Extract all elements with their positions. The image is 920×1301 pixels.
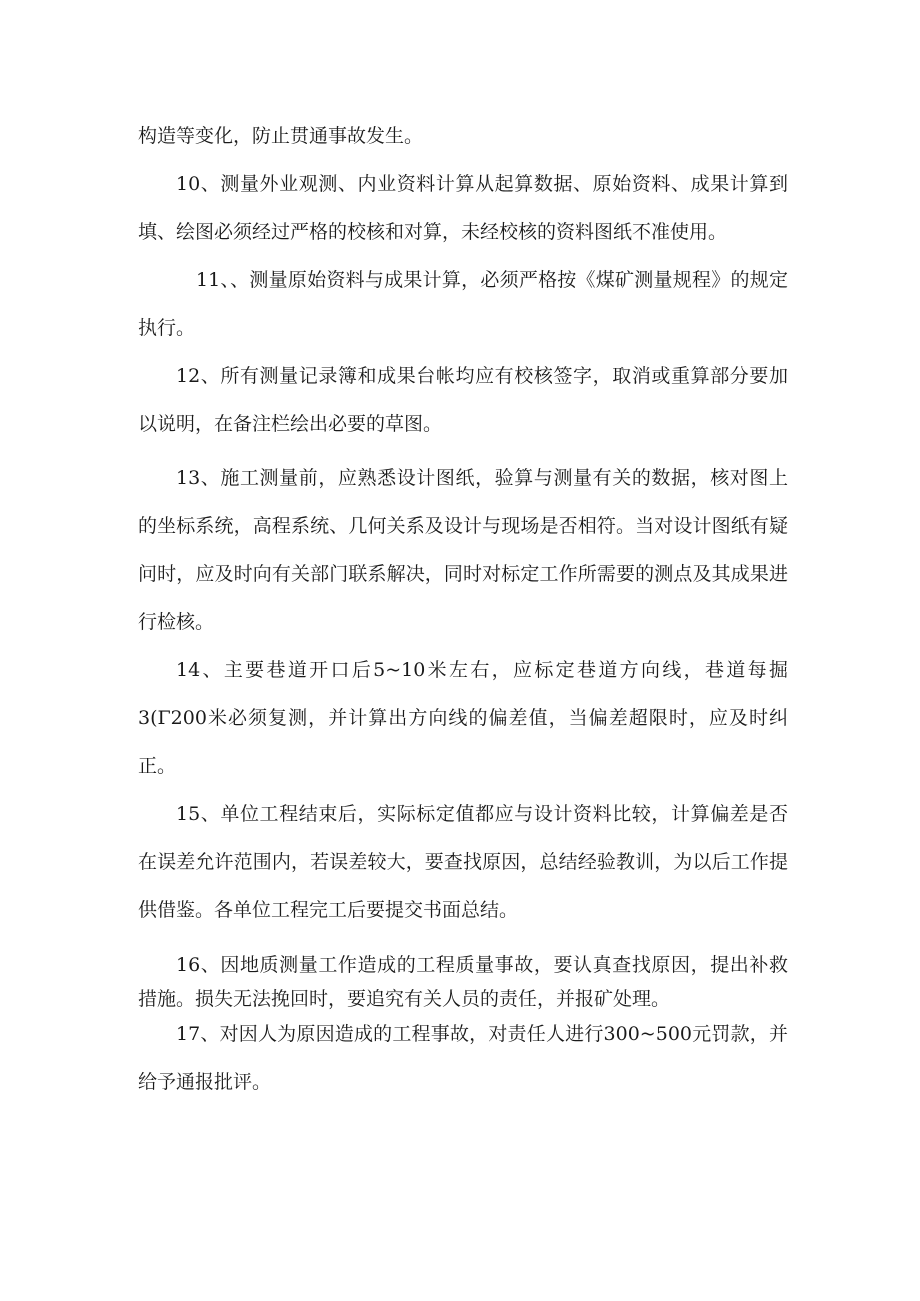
paragraph-item-14: 14、主要巷道开口后5~10米左右，应标定巷道方向线，巷道每掘3(Γ200米必须复测，并计算出方向线的偏差值，当偏差超限时，应及时纠正。 — [138, 659, 788, 777]
paragraph-continuation: 构造等变化，防止贯通事故发生。 — [138, 125, 424, 147]
paragraph-item-11: 11、、测量原始资料与成果计算，必须严格按《煤矿测量规程》的规定执行。 — [138, 269, 788, 339]
paragraph-item-13: 13、施工测量前，应熟悉设计图纸，验算与测量有关的数据，核对图上的坐标系统，高程系统、几何关系及设计与现场是否相符。当对设计图纸有疑问时，应及时向有关部门联系解决，同时对标定工作所需要的测点及其成果进行检核。 — [138, 467, 788, 633]
paragraph-item-17: 17、对因人为原因造成的工程事故，对责任人进行300~500元罚款，并给予通报批评。 — [138, 1023, 788, 1093]
paragraph-item-16: 16、因地质测量工作造成的工程质量事故，要认真查找原因，提出补救措施。损失无法挽回时，要追究有关人员的责任，并报矿处理。 — [138, 954, 788, 1010]
paragraph-item-15: 15、单位工程结束后，实际标定值都应与设计资料比较，计算偏差是否在误差允许范围内，若误差较大，要查找原因，总结经验教训，为以后工作提供借鉴。各单位工程完工后要提交书面总结。 — [138, 803, 788, 921]
paragraph-item-12: 12、所有测量记录簿和成果台帐均应有校核签字，取消或重算部分要加以说明，在备注栏绘出必要的草图。 — [138, 365, 788, 435]
paragraph-item-10: 10、测量外业观测、内业资料计算从起算数据、原始资料、成果计算到填、绘图必须经过严格的校核和对算，未经校核的资料图纸不准使用。 — [138, 173, 788, 243]
